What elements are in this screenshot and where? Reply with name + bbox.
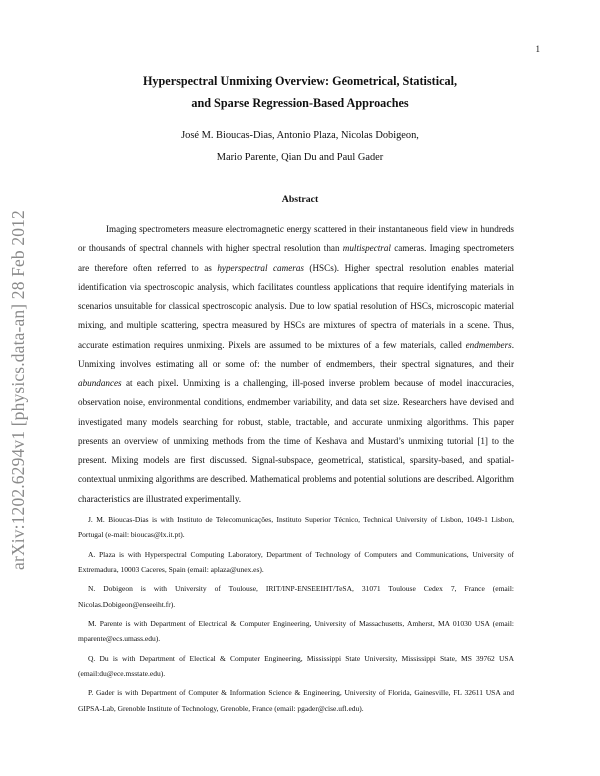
footnote-plaza: A. Plaza is with Hyperspectral Computing Laboratory, Department of Technology of Computers and Communications, University of Extremadura, 10003 Caceres, Spain (email: aplaza@unex.es). xyxy=(78,549,514,574)
paper-title xyxy=(90,70,510,114)
abstract-text-1: Imaging spectrometers measure electromagnetic energy scattered in their instantaneous field view in hundreds or thousands of spectral channels with higher spectral resolution than xyxy=(78,224,514,254)
author-affiliation-footnotes xyxy=(78,512,514,720)
abstract-body xyxy=(78,220,514,509)
authors-line-1: José M. Bioucas-Dias, Antonio Plaza, Nicolas Dobigeon, xyxy=(181,130,419,141)
arxiv-identifier[interactable]: arXiv:1202.6294v1 [physics.data-an] 28 Feb 2012 xyxy=(8,210,28,570)
page-number: 1 xyxy=(535,44,540,54)
arxiv-stamp xyxy=(2,190,34,590)
abstract-emphasis-multispectral: multispectral xyxy=(342,243,391,254)
abstract-emphasis-hyperspectral-cameras: hyperspectral cameras xyxy=(217,262,304,273)
footnote-gader: P. Gader is with Department of Computer & Information Science & Engineering, University of Florida, Gainesville, FL 32611 USA and GIPSA-Lab, Grenoble Institute of Technology, Grenoble, France (email: pgader@cise.ufl.edu). xyxy=(78,688,514,713)
title-line-1: Hyperspectral Unmixing Overview: Geometrical, Statistical, xyxy=(142,74,458,88)
author-list xyxy=(90,125,510,169)
footnote-bioucas-dias: J. M. Bioucas-Dias is with Instituto de Telecomunicações, Instituto Superior Técnico, Technical University of Lisbon, 1049-1 Lisbon, Portugal (e-mail: bioucas@lx.it.pt). xyxy=(78,515,514,540)
abstract-emphasis-endmembers: endmembers xyxy=(465,339,512,350)
footnote-du: Q. Du is with Department of Electical & Computer Engineering, Mississippi State University, Mississippi State, MS 39762 USA (email:du@ece.msstate.edu). xyxy=(78,653,514,679)
abstract-text-4: . Unmixing involves estimating all or some of: the number of endmembers, their spectral signatures, and their xyxy=(78,339,514,369)
footnote-parente: M. Parente is with Department of Electrical & Computer Engineering, University of Massachusetts, Amherst, MA 01030 USA (email: mparente@ecs.umass.edu). xyxy=(78,619,514,644)
footnote-dobigeon: N. Dobigeon is with University of Toulouse, IRIT/INP-ENSEEIHT/TeSA, 31071 Toulouse Cedex 7, France (email: Nicolas.Dobigeon@enseeiht.fr). xyxy=(78,584,514,609)
abstract-text-2: cameras. Imaging spectrometers are therefore often referred to as xyxy=(78,243,514,273)
abstract-text-3: (HSCs). Higher spectral resolution enables material identification via spectroscopic analysis, which facilitates countless applications that require identifying materials in scenarios unsuitable for classical spectroscopic analysis. Due to low spatial resolution of HSCs, microscopic material mixing, and multiple scattering, spectra measured by HSCs are mixtures of spectra of materials in a scene. Thus, accurate estimation requires unmixing. Pixels are assumed to be mixtures of a few materials, called xyxy=(78,262,515,350)
authors-line-2: Mario Parente, Qian Du and Paul Gader xyxy=(216,152,384,163)
title-line-2: and Sparse Regression-Based Approaches xyxy=(191,96,409,110)
abstract-heading: Abstract xyxy=(281,194,319,205)
abstract-emphasis-abundances: abundances xyxy=(78,378,122,388)
abstract-text-5: at each pixel. Unmixing is a challenging, ill-posed inverse problem because of model inaccuracies, observation noise, environmental conditions, endmember variability, and data set size. Researchers have devised and investigated many models searching for robust, stable, tractable, and accurate unmixing algorithms. This paper presents an overview of unmixing methods from the time of Keshava and Mustard’s unmixing tutorial [1] to the present. Mixing models are first discussed. Signal-subspace, geometrical, statistical, sparsity-based, and spatial-contextual unmixing algorithms are described. Mathematical problems and potential solutions are described. Algorithm characteristics are illustrated experimentally. xyxy=(78,378,514,504)
